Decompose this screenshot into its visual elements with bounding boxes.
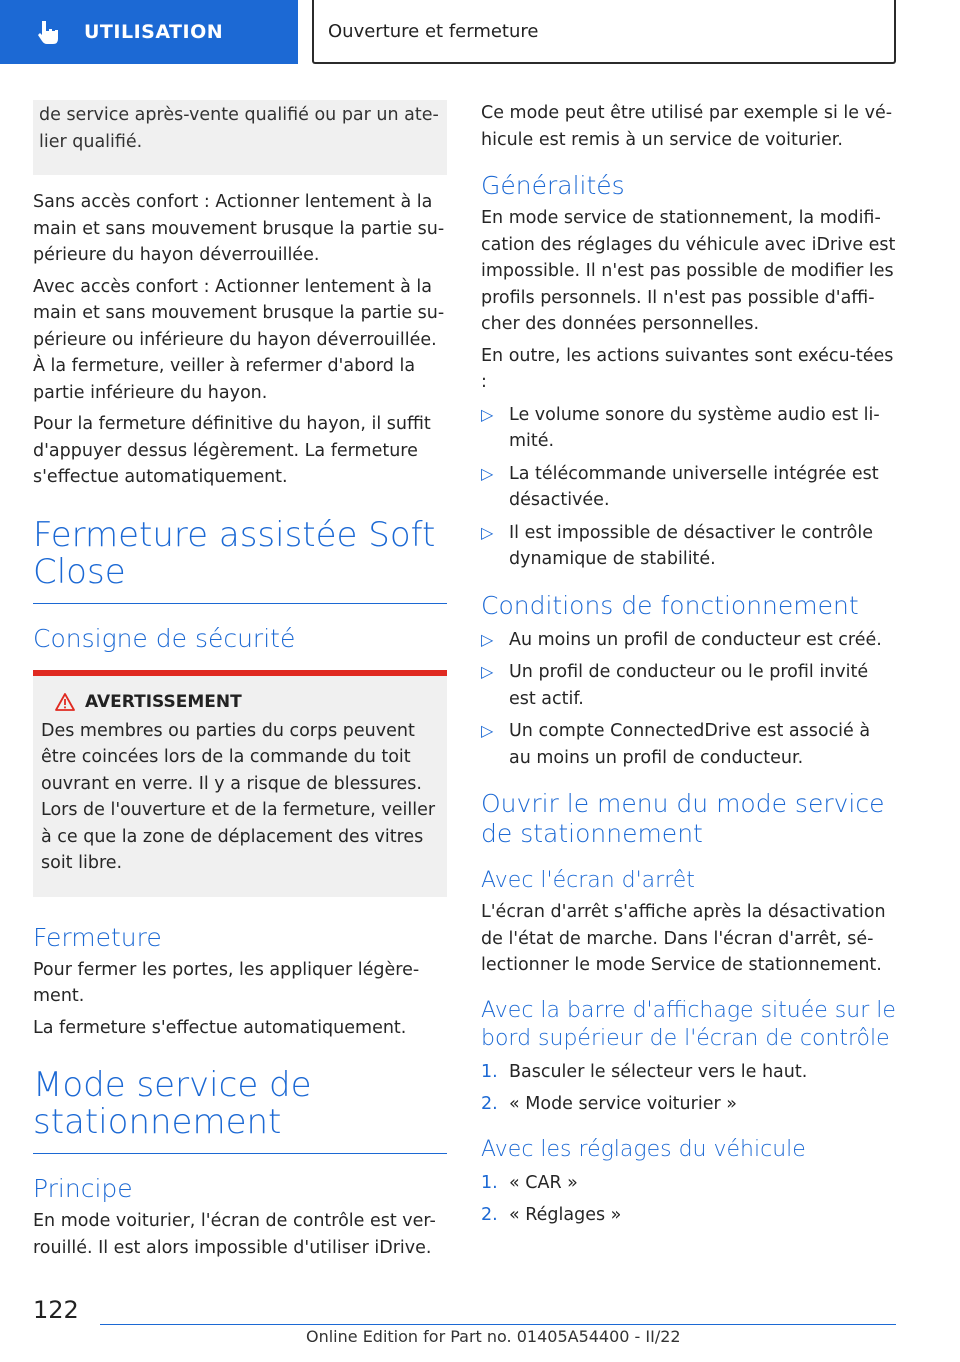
heading-divider: [33, 1153, 447, 1154]
list-item: 1. Basculer le sélecteur vers le haut.: [481, 1061, 808, 1082]
list-item: 2. « Mode service voiturier »: [481, 1094, 737, 1114]
left-column: [33, 100, 447, 1266]
subheading-generalites: Généralités: [481, 171, 625, 200]
warning-box: [33, 676, 447, 897]
right-column: [481, 100, 897, 1235]
triangle-bullet-icon: ▷: [481, 522, 494, 542]
paragraph: En outre, les actions suivantes sont exécu-tées :: [481, 345, 894, 392]
subsubheading-ecran-arret: Avec l'écran d'arrêt: [481, 868, 695, 893]
chapter-header: [312, 0, 896, 64]
list-item: ▷ Le volume sonore du système audio est li-mité.: [481, 402, 897, 455]
section-heading-mode-service: Mode service de stationnement: [33, 1065, 312, 1142]
numbered-list: [481, 1059, 897, 1118]
chapter-title: Ouverture et fermeture: [328, 20, 539, 42]
footer-edition: Online Edition for Part no. 01405A54400 - II/22: [306, 1327, 681, 1346]
paragraph: Avec accès confort : Actionner lentement à la main et sans mouvement brusque la partie su-périeure ou inférieure du hayon déverrouillée. À la fermeture, veiller à refermer d'abord la partie inférieure du hayon.: [33, 276, 445, 403]
list-item: ▷ La télécommande universelle intégrée est désactivée.: [481, 461, 897, 514]
footer-divider: [100, 1324, 896, 1325]
paragraph: Ce mode peut être utilisé par exemple si le vé-hicule est remis à un service de voiturier.: [481, 103, 893, 150]
list-item: ▷ Il est impossible de désactiver le contrôle dynamique de stabilité.: [481, 520, 897, 573]
paragraph: Pour la fermeture définitive du hayon, il suffit d'appuyer dessus légèrement. La fermeture s'effectue automatiquement.: [33, 414, 431, 487]
bullet-list: [481, 402, 897, 573]
paragraph: En mode voiturier, l'écran de contrôle est ver-rouillé. Il est alors impossible d'utiliser iDrive.: [33, 1211, 436, 1258]
warning-title: AVERTISSEMENT: [85, 691, 242, 712]
subheading-consigne: Consigne de sécurité: [33, 623, 296, 653]
triangle-bullet-icon: ▷: [481, 721, 494, 740]
list-item: 1. « CAR »: [481, 1172, 578, 1193]
triangle-bullet-icon: ▷: [481, 662, 494, 681]
subheading-ouvrir-menu: Ouvrir le menu du mode service de stationnement: [481, 789, 885, 848]
subheading-fermeture: Fermeture: [33, 922, 162, 952]
page-number: 122: [33, 1296, 79, 1324]
note-text: de service après-vente qualifié ou par un ate-lier qualifié.: [39, 105, 439, 152]
subheading-conditions: Conditions de fonctionnement: [481, 590, 859, 620]
heading-divider: [33, 603, 447, 604]
warning-text: Des membres ou parties du corps peuvent être coincées lors de la commande du toit ouvrant en verre. Il y a risque de blessures. Lors de l'ouverture et de la fermeture, veiller à ce que la zone de déplacement des vitres soit libre.: [41, 720, 436, 873]
subheading-principe: Principe: [33, 1174, 133, 1203]
paragraph: L'écran d'arrêt s'affiche après la désactivation de l'état de marche. Dans l'écran d'arrêt, sé-lectionner le mode Service de stationnement.: [481, 902, 886, 975]
warning-triangle-icon: [55, 693, 75, 711]
paragraph: Pour fermer les portes, les appliquer légère-ment.: [33, 959, 420, 1006]
subsubheading-reglages: Avec les réglages du véhicule: [481, 1136, 806, 1162]
numbered-list: [481, 1170, 897, 1229]
paragraph: En mode service de stationnement, la modifi-cation des réglages du véhicule avec iDrive est impossible. Il n'est pas possible de modifier les profils personnels. Il n'est pas possible d'affi-cher des données personnelles.: [481, 208, 896, 334]
paragraph: La fermeture s'effectue automatiquement.: [33, 1017, 407, 1038]
hand-pointer-icon: [36, 19, 62, 45]
bullet-list: [481, 627, 897, 772]
list-item: ▷ Un compte ConnectedDrive est associé à au moins un profil de conducteur.: [481, 718, 897, 771]
list-item: 2. « Réglages »: [481, 1205, 622, 1225]
triangle-bullet-icon: ▷: [481, 463, 494, 483]
continued-note-box: [33, 100, 447, 175]
subsubheading-barre-affichage: Avec la barre d'affichage située sur le bord supérieur de l'écran de contrôle: [481, 997, 896, 1051]
section-label: UTILISATION: [84, 21, 224, 43]
list-item: ▷ Au moins un profil de conducteur est créé.: [481, 627, 897, 654]
section-heading-soft-close: Fermeture assistée Soft Close: [33, 514, 436, 592]
triangle-bullet-icon: ▷: [481, 629, 494, 649]
triangle-bullet-icon: ▷: [481, 404, 494, 424]
paragraph: Sans accès confort : Actionner lentement à la main et sans mouvement brusque la partie su-périeure du hayon déverrouillée.: [33, 192, 445, 265]
section-tab[interactable]: [0, 0, 298, 64]
list-item: ▷ Un profil de conducteur ou le profil invité est actif.: [481, 659, 897, 712]
